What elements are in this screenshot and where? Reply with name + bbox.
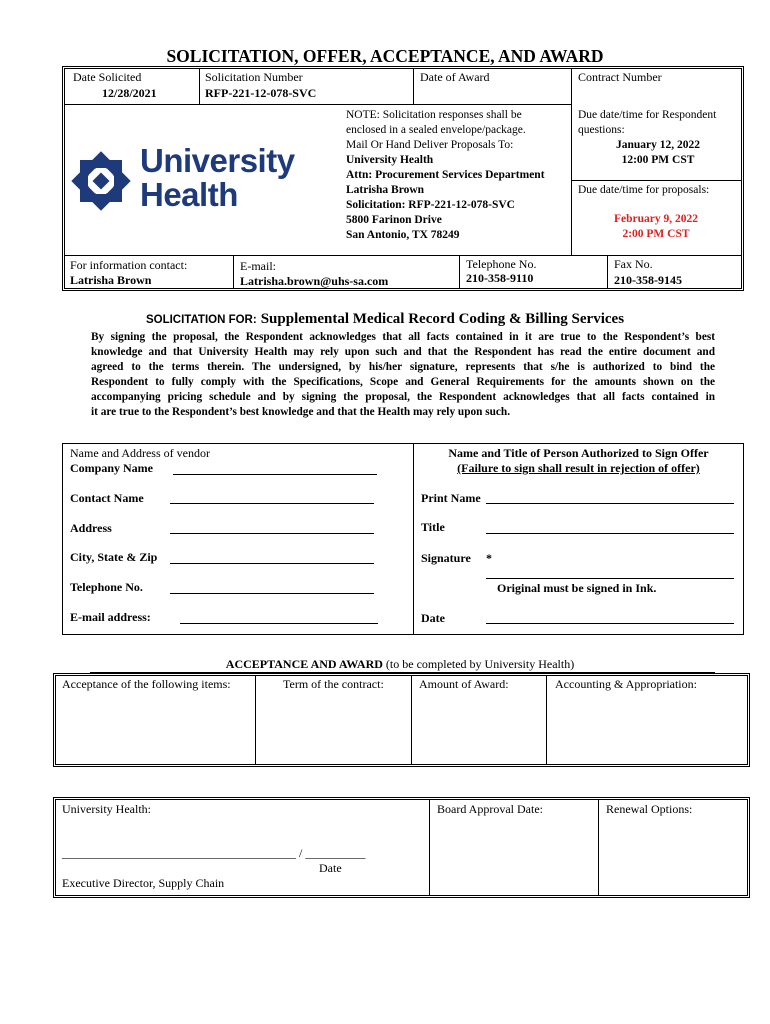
telephone-label-vendor: Telephone No. (70, 580, 143, 594)
divider (65, 255, 741, 256)
university-health-logo-icon (68, 148, 134, 214)
solicitation-for (0, 310, 770, 328)
questions-label: Due date/time for Respondent (578, 109, 717, 121)
acceptance-heading (0, 657, 770, 672)
note-line: enclosed in a sealed envelope/package. (346, 124, 526, 136)
email-address-field[interactable] (180, 623, 378, 624)
vendor-name-address-label: Name and Address of vendor (70, 446, 210, 460)
renewal-options-label: Renewal Options: (606, 802, 693, 816)
acceptance-heading-note: (to be completed by University Health) (385, 657, 575, 671)
signature-label: Signature (421, 551, 471, 565)
divider (571, 180, 741, 181)
paragraph-line: agreed to the terms therein. The undersigned, by his/her signature, represents that s/he is authorized to bind the (91, 361, 715, 373)
address-field[interactable] (170, 533, 374, 534)
questions-time: 12:00 PM CST (621, 154, 695, 166)
divider (199, 69, 200, 104)
questions-label: questions: (578, 124, 625, 136)
title-label: Title (421, 520, 445, 534)
solicitation-for-value: Supplemental Medical Record Coding & Billing Services (260, 311, 625, 327)
submission-note (346, 108, 568, 243)
solicitation-number: RFP-221-12-078-SVC (205, 86, 317, 100)
paragraph-line: By signing the proposal, the Respondent acknowledges that all facts contained in it are true to the Respondent’s best (91, 331, 715, 343)
contract-number-label: Contract Number (578, 70, 662, 84)
fax-value: 210-358-9145 (614, 273, 682, 287)
signer-warning: (Failure to sign shall result in rejection of offer) (457, 461, 700, 475)
date-field[interactable] (486, 623, 734, 624)
acceptance-heading-bold: ACCEPTANCE AND AWARD (225, 657, 383, 671)
note-line: Mail Or Hand Deliver Proposals To: (346, 139, 514, 151)
acknowledgement-paragraph (91, 330, 715, 420)
contract-term-label: Term of the contract: (283, 677, 384, 691)
paragraph-line: knowledge and that University Health may rely upon such and that the Respondent has read the entire document and (91, 346, 715, 358)
proposals-time: 2:00 PM CST (622, 228, 690, 240)
divider (65, 104, 571, 105)
accounting-label: Accounting & Appropriation: (555, 677, 697, 691)
questions-date: January 12, 2022 (615, 139, 701, 151)
divider (255, 676, 256, 764)
paragraph-line: Respondent to fully comply with the Specifications, Scope and General Requirements for the amounts shown on the (91, 376, 715, 388)
note-line: University Health (346, 154, 434, 166)
divider (459, 255, 460, 288)
address-label: Address (70, 521, 112, 535)
telephone-value: 210-358-9110 (466, 271, 534, 285)
email-address-label: E-mail address: (70, 610, 151, 624)
signature-asterisk: * (486, 551, 492, 565)
fax-label: Fax No. (614, 257, 653, 271)
telephone-field[interactable] (170, 593, 374, 594)
telephone-label: Telephone No. (466, 257, 537, 271)
city-state-zip-label: City, State & Zip (70, 550, 158, 564)
divider (607, 255, 608, 288)
city-state-zip-field[interactable] (170, 563, 374, 564)
board-approval-label: Board Approval Date: (437, 802, 543, 816)
note-line: NOTE: Solicitation responses shall be (346, 109, 522, 121)
date-label: Date (421, 611, 445, 625)
note-line: San Antonio, TX 78249 (346, 229, 460, 241)
date-of-award-label: Date of Award (420, 70, 490, 84)
university-health-label: University Health: (62, 802, 151, 816)
logo-text-university: University (140, 142, 295, 179)
solicitation-for-label: SOLICITATION FOR: (145, 314, 257, 326)
ink-note: Original must be signed in Ink. (497, 581, 657, 595)
divider (429, 800, 430, 895)
proposals-date: February 9, 2022 (613, 213, 698, 225)
print-name-field[interactable] (486, 503, 734, 504)
note-line: Attn: Procurement Services Department (346, 169, 545, 181)
director-signature-line[interactable]: _______________________________________ / __________ (62, 846, 366, 860)
divider (233, 255, 234, 288)
note-line: Solicitation: RFP-221-12-078-SVC (346, 199, 515, 211)
company-name-label: Company Name (70, 461, 153, 475)
contact-name-field[interactable] (170, 503, 374, 504)
note-line: 5800 Farinon Drive (346, 214, 442, 226)
email-link[interactable]: Latrisha.brown@uhs-sa.com (240, 274, 389, 288)
info-contact-name: Latrisha Brown (70, 273, 152, 287)
questions-due (578, 108, 738, 168)
paragraph-line: it are true to the Respondent’s best knowledge and that the Health may rely upon such. (91, 406, 511, 418)
divider (598, 800, 599, 895)
info-contact-label: For information contact: (70, 258, 188, 272)
divider (546, 676, 547, 764)
award-amount-label: Amount of Award: (419, 677, 509, 691)
divider (411, 676, 412, 764)
proposals-label: Due date/time for proposals: (578, 184, 710, 196)
contact-name-label: Contact Name (70, 491, 144, 505)
acceptance-items-label: Acceptance of the following items: (62, 677, 231, 691)
director-title: Executive Director, Supply Chain (62, 876, 225, 890)
page-title: SOLICITATION, OFFER, ACCEPTANCE, AND AWARD (166, 46, 604, 66)
award-date-label: Date (319, 861, 342, 875)
company-name-field[interactable] (173, 474, 377, 475)
solicitation-number-label: Solicitation Number (205, 70, 303, 84)
title-field[interactable] (486, 533, 734, 534)
divider (413, 69, 414, 104)
note-line: Latrisha Brown (346, 184, 425, 196)
print-name-label: Print Name (421, 491, 481, 505)
signer-heading: Name and Title of Person Authorized to Sign Offer (448, 446, 709, 460)
date-solicited-label: Date Solicited (73, 70, 142, 84)
email-label: E-mail: (240, 259, 276, 273)
logo-text-health: Health (140, 176, 238, 213)
signature-field[interactable] (486, 578, 734, 579)
paragraph-line: accompanying pricing schedule and by signing the proposal, the Respondent acknowledges that all facts contained in (91, 391, 715, 403)
date-solicited: 12/28/2021 (102, 86, 157, 100)
